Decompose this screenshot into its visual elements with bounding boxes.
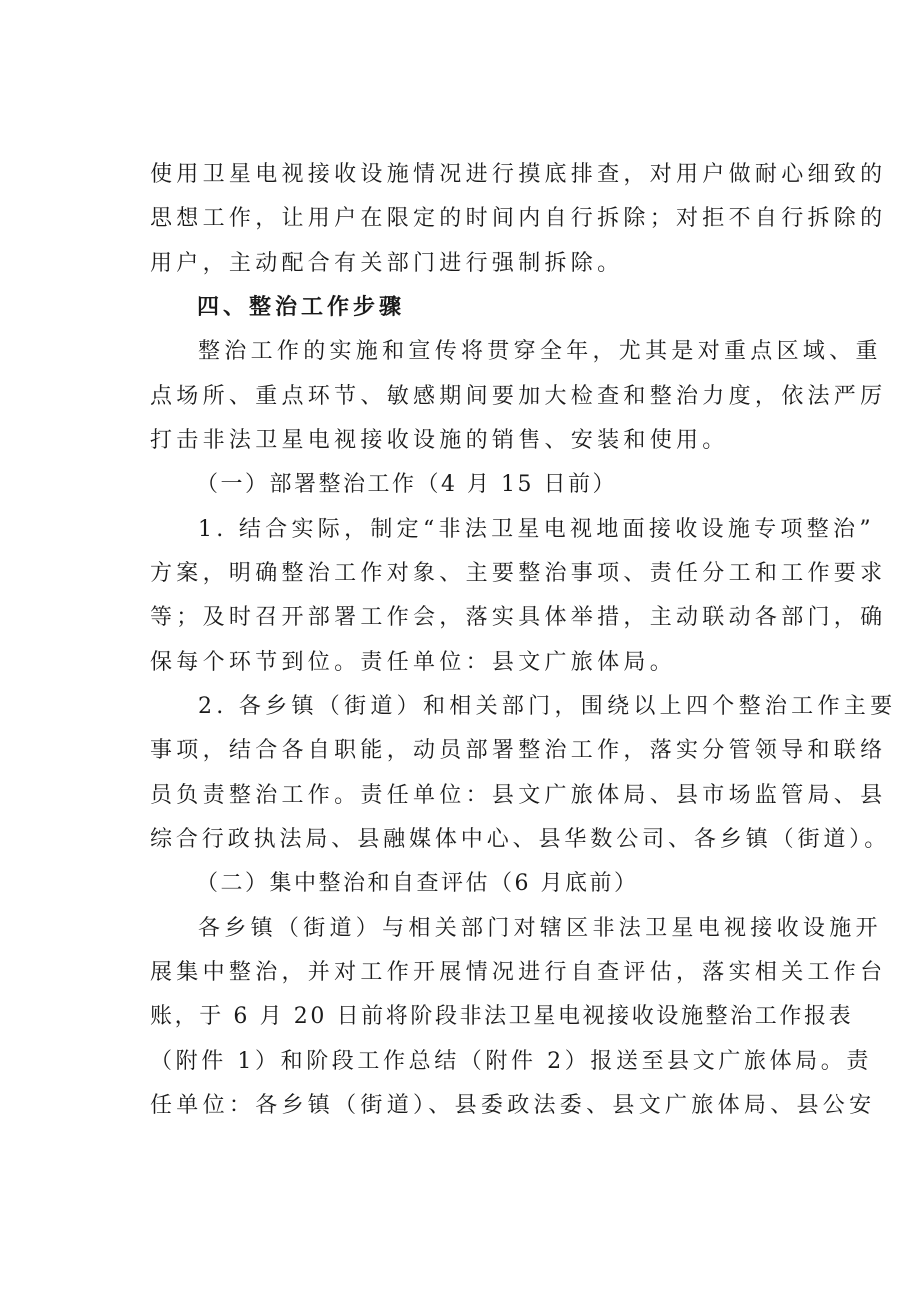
section-heading: 四、整治工作步骤 xyxy=(197,295,406,320)
body-line-20: 账，于 6 月 20 日前将阶段非法卫星电视接收设施整治工作报表 xyxy=(150,1004,854,1029)
body-line-3: 用户，主动配合有关部门进行强制拆除。 xyxy=(150,251,624,276)
body-line-15: 员负责整治工作。责任单位：县文广旅体局、县市场监管局、县 xyxy=(150,783,887,808)
body-line-5: 整治工作的实施和宣传将贯穿全年，尤其是对重点区域、重 xyxy=(198,339,882,364)
body-line-2: 思想工作，让用户在限定的时间内自行拆除；对拒不自行拆除的 xyxy=(150,206,887,231)
body-line-10: 方案，明确整治工作对象、主要整治事项、责任分工和工作要求 xyxy=(150,561,887,586)
body-line-21: （附件 1）和阶段工作总结（附件 2）报送至县文广旅体局。责 xyxy=(150,1049,872,1074)
body-line-18: 各乡镇（街道）与相关部门对辖区非法卫星电视接收设施开 xyxy=(198,916,882,941)
body-line-6: 点场所、重点环节、敏感期间要加大检查和整治力度，依法严厉 xyxy=(150,384,887,409)
body-line-13: 2. 各乡镇（街道）和相关部门，围绕以上四个整治工作主要 xyxy=(198,694,897,719)
body-line-19: 展集中整治，并对工作开展情况进行自查评估，落实相关工作台 xyxy=(150,960,887,985)
subsection-heading-1: （一）部署整治工作（4 月 15 日前） xyxy=(196,472,617,497)
subsection-heading-2: （二）集中整治和自查评估（6 月底前） xyxy=(196,871,639,896)
body-line-7: 打击非法卫星电视接收设施的销售、安装和使用。 xyxy=(150,428,729,453)
body-line-16: 综合行政执法局、县融媒体中心、县华数公司、各乡镇（街道）。 xyxy=(150,827,891,852)
body-line-14: 事项，结合各自职能，动员部署整治工作，落实分管领导和联络 xyxy=(150,738,887,763)
body-line-22: 任单位：各乡镇（街道）、县委政法委、县文广旅体局、县公安 xyxy=(150,1093,876,1118)
body-line-11: 等；及时召开部署工作会，落实具体举措，主动联动各部门，确 xyxy=(150,605,887,630)
body-line-12: 保每个环节到位。责任单位：县文广旅体局。 xyxy=(150,650,677,675)
body-line-9: 1. 结合实际，制定“非法卫星电视地面接收设施专项整治” xyxy=(198,517,875,542)
body-line-1: 使用卫星电视接收设施情况进行摸底排查，对用户做耐心细致的 xyxy=(150,162,887,187)
